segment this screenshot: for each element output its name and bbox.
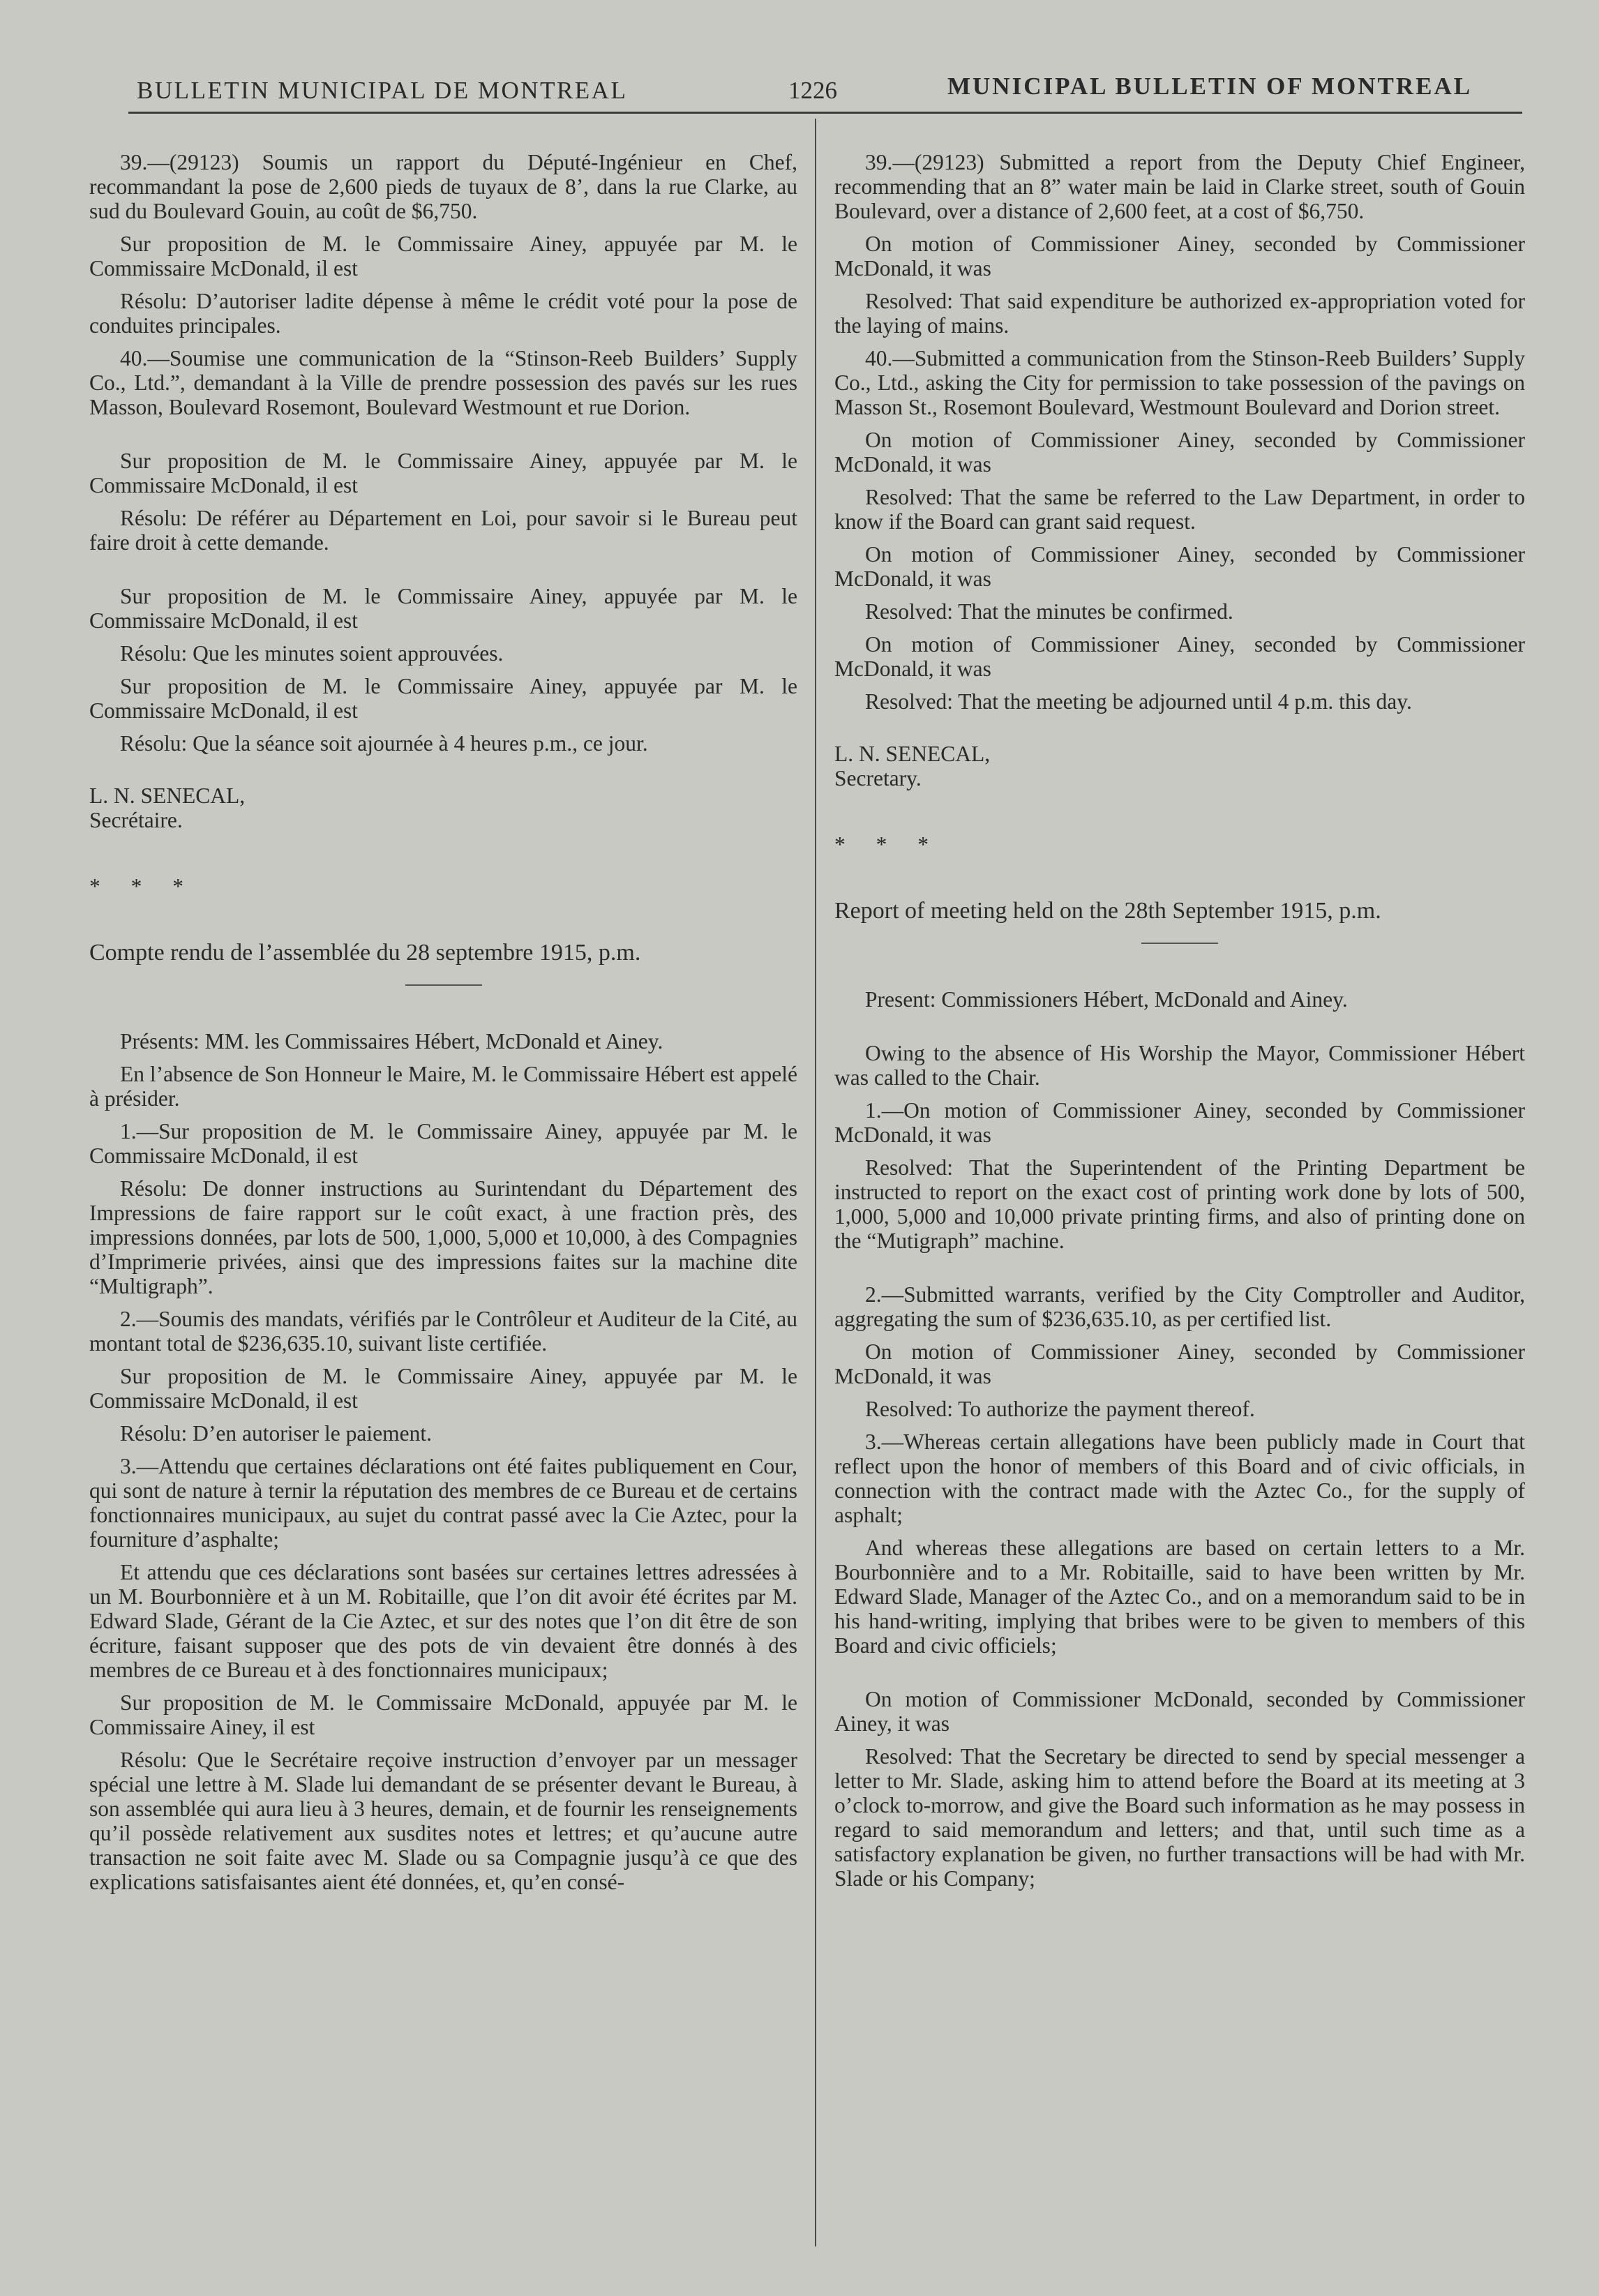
title-rule bbox=[1141, 943, 1218, 944]
item-3: 3.—Attendu que certaines déclarations ont été faites publiquement en Cour, qui sont de nature à ternir la réputation des membres de ce Bureau et de certains fonctionnaires municipaux, au sujet du contrat passé avec la Cie Aztec, pour la fourniture d’asphalte; bbox=[89, 1454, 797, 1552]
item-40: 40.—Soumise une communication de la “Stinson-Reeb Builders’ Supply Co., Ltd.”, demandant à la Ville de prendre possession des pavés sur les rues Masson, Boulevard Rosemont, Boulevard Westmount et rue Dorion. bbox=[89, 346, 797, 419]
present-list: Present: Commissioners Hébert, McDonald and Ainey. bbox=[865, 987, 1348, 1012]
signature-title: Secrétaire. bbox=[89, 808, 183, 832]
item-39-motion: Sur proposition de M. le Commissaire Ainey, appuyée par M. le Commissaire McDonald, il est bbox=[89, 232, 797, 280]
item-40-resolved: Resolved: That the same be referred to the Law Department, in order to know if the Board can grant said request. bbox=[834, 485, 1525, 534]
report-title: Compte rendu de l’assemblée du 28 septembre 1915, p.m. bbox=[89, 940, 641, 966]
header-right-title: MUNICIPAL BULLETIN OF MONTREAL bbox=[947, 73, 1473, 100]
english-column bbox=[834, 150, 1525, 1899]
item-2: 2.—Submitted warrants, verified by the City Comptroller and Auditor, aggregating the sum of $236,635.10, as per certified list. bbox=[834, 1282, 1525, 1331]
page-number: 1226 bbox=[788, 77, 837, 104]
item-40-motion: On motion of Commissioner Ainey, seconded by Commissioner McDonald, it was bbox=[834, 428, 1525, 477]
item-1-motion: 1.—Sur proposition de M. le Commissaire Ainey, appuyée par M. le Commissaire McDonald, il est bbox=[89, 1119, 797, 1168]
item-39: 39.—(29123) Soumis un rapport du Député-Ingénieur en Chef, recommandant la pose de 2,600 pieds de tuyaux de 8’, dans la rue Clarke, au sud du Boulevard Gouin, au coût de $6,750. bbox=[89, 150, 797, 223]
item-2-resolved: Résolu: D’en autoriser le paiement. bbox=[120, 1421, 432, 1446]
item-3-motion: On motion of Commissioner McDonald, seconded by Commissioner Ainey, it was bbox=[834, 1687, 1525, 1736]
section-separator: * * * bbox=[89, 874, 196, 899]
item-39: 39.—(29123) Submitted a report from the Deputy Chief Engineer, recommending that an 8” water main be laid in Clarke street, south of Gouin Boulevard, over a distance of 2,600 feet, at a cost of $6,750. bbox=[834, 150, 1525, 223]
item-3-motion: Sur proposition de M. le Commissaire McDonald, appuyée par M. le Commissaire Ainey, il est bbox=[89, 1690, 797, 1739]
item-2-resolved: Resolved: To authorize the payment thereof. bbox=[865, 1397, 1255, 1421]
adjourn-resolved: Resolved: That the meeting be adjourned until 4 p.m. this day. bbox=[865, 689, 1412, 714]
item-40-motion: Sur proposition de M. le Commissaire Ainey, appuyée par M. le Commissaire McDonald, il est bbox=[89, 449, 797, 497]
item-39-resolved: Resolved: That said expenditure be authorized ex-appropriation voted for the laying of mains. bbox=[834, 289, 1525, 338]
signature-name: L. N. SENECAL, bbox=[89, 783, 246, 808]
item-3: 3.—Whereas certain allegations have been publicly made in Court that reflect upon the honor of members of this Board and of civic officials, in connection with the contract made with the Aztec Co., for the supply of asphalt; bbox=[834, 1430, 1525, 1527]
adjourn-motion: On motion of Commissioner Ainey, seconded by Commissioner McDonald, it was bbox=[834, 632, 1525, 681]
header-rule bbox=[128, 112, 1522, 114]
title-rule bbox=[405, 984, 482, 986]
chair-note: En l’absence de Son Honneur le Maire, M. le Commissaire Hébert est appelé à présider. bbox=[89, 1062, 797, 1111]
chair-note: Owing to the absence of His Worship the Mayor, Commissioner Hébert was called to the Chair. bbox=[834, 1041, 1525, 1090]
section-separator: * * * bbox=[834, 832, 941, 857]
report-title: Report of meeting held on the 28th September 1915, p.m. bbox=[834, 898, 1381, 924]
item-3-resolved: Résolu: Que le Secrétaire reçoive instruction d’envoyer par un messager spécial une lettre à M. Slade lui demandant de se présenter devant le Bureau, à son assemblée qui aura lieu à 3 heures, demain, et de fournir les renseignements qu’il possède relativement aux susdites notes et lettres; et qu’aucune autre transaction ne soit faite avec M. Slade ou sa Compagnie jusqu’à ce que des explications satisfaisantes aient été données, et, qu’en consé- bbox=[89, 1748, 797, 1894]
adjourn-resolved: Résolu: Que la séance soit ajournée à 4 heures p.m., ce jour. bbox=[120, 731, 648, 756]
item-2: 2.—Soumis des mandats, vérifiés par le Contrôleur et Auditeur de la Cité, au montant total de $236,635.10, suivant liste certifiée. bbox=[89, 1307, 797, 1356]
item-39-motion: On motion of Commissioner Ainey, seconded by Commissioner McDonald, it was bbox=[834, 232, 1525, 280]
column-divider bbox=[815, 119, 816, 2246]
item-1-motion: 1.—On motion of Commissioner Ainey, seconded by Commissioner McDonald, it was bbox=[834, 1098, 1525, 1147]
page-header bbox=[0, 68, 1599, 110]
item-3-whereas: And whereas these allegations are based on certain letters to a Mr. Bourbonnière and to a Mr. Robitaille, said to have been written by Mr. Edward Slade, Manager of the Aztec Co., and on a memorandum said to be in his hand-writing, implying that bribes were to be given to members of this Board and civic officiels; bbox=[834, 1536, 1525, 1658]
item-2-motion: Sur proposition de M. le Commissaire Ainey, appuyée par M. le Commissaire McDonald, il est bbox=[89, 1364, 797, 1413]
minutes-motion: Sur proposition de M. le Commissaire Ainey, appuyée par M. le Commissaire McDonald, il est bbox=[89, 584, 797, 633]
item-3-resolved: Resolved: That the Secretary be directed to send by special messenger a letter to Mr. Slade, asking him to attend before the Board at its meeting at 3 o’clock to-morrow, and give the Board such information as he may possess in regard to said memorandum and letters; and that, until such time as a satisfactory explanation be given, no further transactions will be had with Mr. Slade or his Company; bbox=[834, 1744, 1525, 1891]
minutes-motion: On motion of Commissioner Ainey, seconded by Commissioner McDonald, it was bbox=[834, 542, 1525, 591]
signature-title: Secretary. bbox=[834, 766, 922, 790]
minutes-resolved: Résolu: Que les minutes soient approuvées. bbox=[120, 641, 504, 666]
minutes-resolved: Resolved: That the minutes be confirmed. bbox=[865, 599, 1233, 624]
french-column bbox=[89, 150, 797, 1903]
item-40-resolved: Résolu: De référer au Département en Loi, pour savoir si le Bureau peut faire droit à cette demande. bbox=[89, 506, 797, 555]
item-3-whereas: Et attendu que ces déclarations sont basées sur certaines lettres adressées à un M. Bourbonnière et à un M. Robitaille, que l’on dit avoir été écrites par M. Edward Slade, Gérant de la Cie Aztec, et sur des notes que l’on dit être de son écriture, faisant supposer que des pots de vin devaient être donnés à des membres de ce Bureau et à des fonctionnaires municipaux; bbox=[89, 1560, 797, 1682]
item-40: 40.—Submitted a communication from the Stinson-Reeb Builders’ Supply Co., Ltd., asking the City for permission to take possession of the pavings on Masson St., Rosemont Boulevard, Westmount Boulevard and Dorion street. bbox=[834, 346, 1525, 419]
item-2-motion: On motion of Commissioner Ainey, seconded by Commissioner McDonald, it was bbox=[834, 1340, 1525, 1388]
present-list: Présents: MM. les Commissaires Hébert, McDonald et Ainey. bbox=[120, 1029, 663, 1053]
adjourn-motion: Sur proposition de M. le Commissaire Ainey, appuyée par M. le Commissaire McDonald, il est bbox=[89, 674, 797, 723]
header-left-title: BULLETIN MUNICIPAL DE MONTREAL bbox=[137, 77, 628, 104]
item-1-resolved: Résolu: De donner instructions au Surintendant du Département des Impressions de faire rapport sur le coût exact, à une fraction près, des impressions données, par lots de 500, 1,000, 5,000 et 10,000, à des Compagnies d’Imprimerie privées, ainsi que des impressions faites sur la machine dite “Multigraph”. bbox=[89, 1176, 797, 1298]
signature-name: L. N. SENECAL, bbox=[834, 742, 991, 766]
item-1-resolved: Resolved: That the Superintendent of the Printing Department be instructed to report on the exact cost of printing work done by lots of 500, 1,000, 5,000 and 10,000 private printing firms, and also of printing done on the “Mutigraph” machine. bbox=[834, 1155, 1525, 1253]
item-39-resolved: Résolu: D’autoriser ladite dépense à même le crédit voté pour la pose de conduites principales. bbox=[89, 289, 797, 338]
